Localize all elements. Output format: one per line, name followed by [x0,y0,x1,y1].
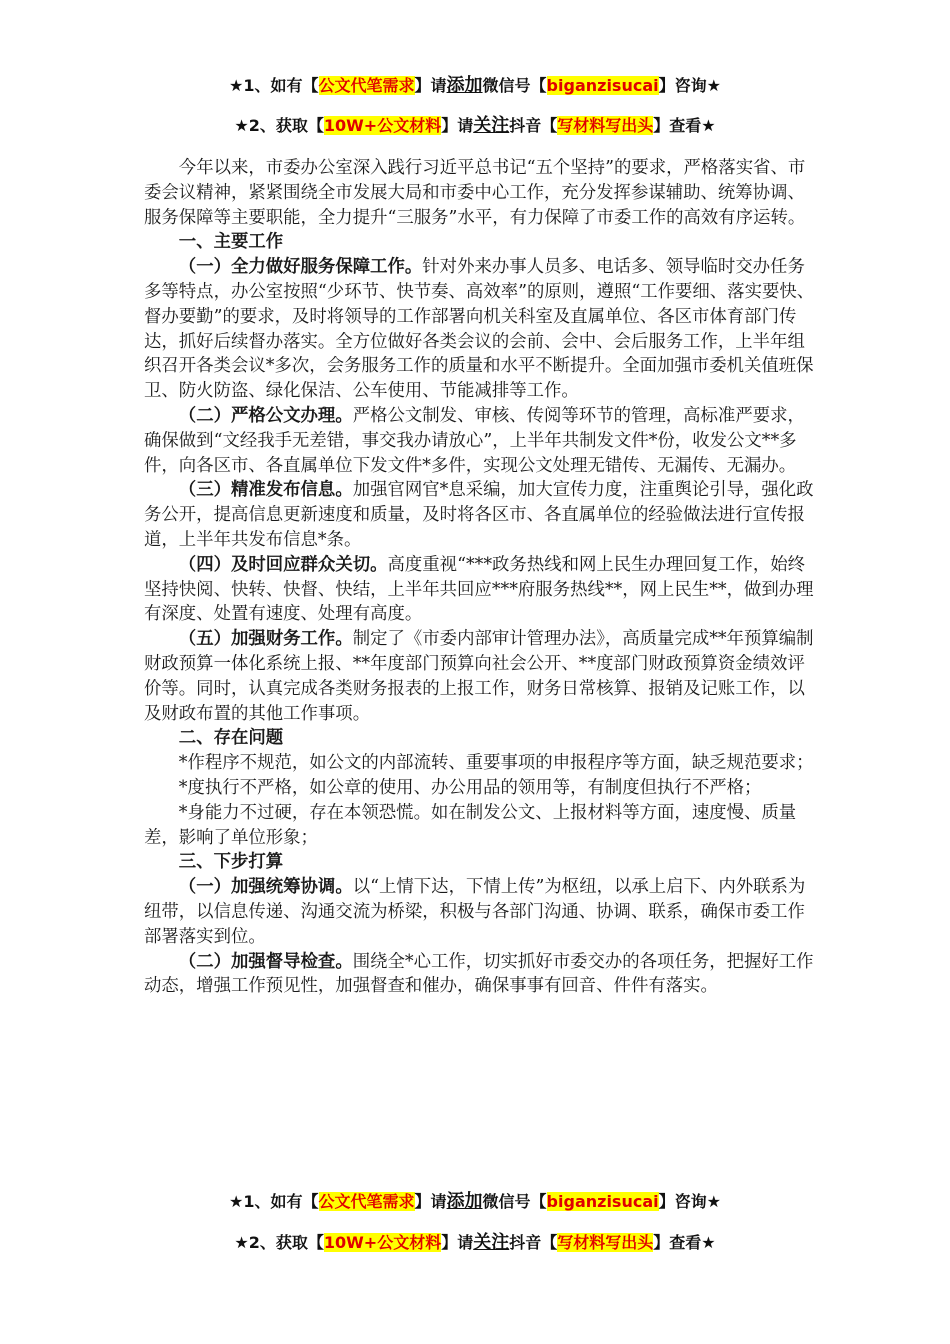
banner-text: ★2、获取【 [234,1233,324,1252]
paragraph-heading: （一）全力做好服务保障工作。 [178,257,423,278]
banner-text: 】请 [441,1233,474,1252]
banner-text: 】咨询★ [658,76,721,95]
paragraph [144,553,820,627]
section-heading: 二、存在问题 [178,728,284,749]
banner-highlight: 写材料写出头 [557,116,654,135]
paragraph-heading: （四）及时回应群众关切。 [178,554,388,575]
banner-text: 】请 [414,1192,447,1211]
banner-wechat-id: biganzisucai [546,1192,659,1211]
banner-text: 】咨询★ [658,1192,721,1211]
banner-text: 微信号【 [482,76,547,95]
document-body [144,156,820,999]
banner-text: 】查看★ [653,1233,716,1252]
banner-text: 抖音【 [509,1233,558,1252]
paragraph-heading: （五）加强财务工作。 [178,629,353,650]
intro-paragraph: 今年以来，市委办公室深入践行习近平总书记“五个坚持”的要求，严格落实省、市委会议精神，紧紧围绕全市发展大局和市委中心工作，充分发挥参谋辅助、统筹协调、服务保障等主要职能，全力提升“三服务”水平，有力保障了市委工作的高效有序运转。 [144,158,806,228]
banner-highlight: 公文代笔需求 [318,1192,415,1211]
banner-emphasis: 添加 [446,75,483,96]
banner-text: ★1、如有【 [229,1192,319,1211]
paragraph [144,404,820,478]
paragraph-text: 加强官网官*息采编，加大宣传力度，注重舆论引导，强化政务公开，提高信息更新速度和质量，及时将各区市、各直属单位的经验做法进行宣传报道，上半年共发布信息*条。 [144,480,814,550]
section-heading: 三、下步打算 [178,852,284,873]
section-heading: 一、主要工作 [178,232,284,253]
top-banner-line-2 [0,111,950,137]
problem-item: *身能力不过硬，存在本领恐慌。如在制发公文、上报材料等方面，速度慢、质量差，影响了单位形象； [144,802,797,848]
top-banner-line-1 [0,71,950,97]
paragraph-text: 针对外来办事人员多、电话多、领导临时交办任务多等特点，办公室按照“少环节、快节奏、高效率”的原则，遵照“工作要细、落实要快、督办要勤”的要求，及时将领导的工作部署向机关科室及直属单位、各区市体育部门传达，抓好后续督办落实。全方位做好各类会议的会前、会中、会后服务工作，上半年组织召开各类会议*多次，会务服务工作的质量和水平不断提升。全面加强市委机关值班保卫、防火防盗、绿化保洁、公车使用、节能减排等工作。 [144,257,815,402]
problem-item: *作程序不规范，如公文的内部流转、重要事项的申报程序等方面，缺乏规范要求； [178,753,814,774]
paragraph-heading: （二）加强督导检查。 [178,951,353,972]
banner-emphasis: 添加 [446,1191,483,1212]
banner-wechat-id: biganzisucai [546,76,659,95]
banner-text: ★1、如有【 [229,76,319,95]
banner-text: ★2、获取【 [234,116,324,135]
paragraph [144,950,820,1000]
paragraph-text: 围绕全*心工作，切实抓好市委交办的各项任务，把握好工作动态，增强工作预见性，加强督查和催办，确保事事有回音、件件有落实。 [144,951,814,997]
paragraph-text: 以“上情下达，下情上传”为枢纽，以承上启下、内外联系为纽带，以信息传递、沟通交流为桥梁，积极与各部门沟通、协调、联系，确保市委工作部署落实到位。 [144,877,806,947]
banner-text: 】查看★ [653,116,716,135]
bottom-banner-line-2 [0,1228,950,1254]
banner-emphasis: 关注 [473,115,510,136]
bottom-banner-line-1 [0,1187,950,1213]
paragraph-text: 严格公文制发、审核、传阅等环节的管理，高标准严要求，确保做到“文经我手无差错，事交我办请放心”，上半年共制发文件*份，收发公文**多件，向各区市、各直属单位下发文件*多件，实现公文处理无错传、无漏传、无漏办。 [144,405,805,476]
paragraph [144,627,820,726]
banner-text: 】请 [441,116,474,135]
paragraph [144,875,820,949]
paragraph-heading: （一）加强统筹协调。 [178,877,353,898]
banner-text: 】请 [414,76,447,95]
paragraph-heading: （三）精准发布信息。 [178,480,353,501]
paragraph [144,255,820,404]
banner-highlight: 写材料写出头 [557,1233,654,1252]
problem-item: *度执行不严格，如公章的使用、办公用品的领用等，有制度但执行不严格； [178,777,762,798]
paragraph-text: 制定了《市委内部审计管理办法》，高质量完成**年预算编制财政预算一体化系统上报、**年度部门预算向社会公开、**度部门财政预算资金绩效评价等。同时，认真完成各类财务报表的上报工作，财务日常核算、报销及记账工作，以及财政布置的其他工作事项。 [144,629,814,724]
paragraph-text: 高度重视“***政务热线和网上民生办理回复工作，始终坚持快阅、快转、快督、快结，上半年共回应***府服务热线**，网上民生**，做到办理有深度、处置有速度、处理有高度。 [144,554,814,625]
banner-highlight: 公文代笔需求 [318,76,415,95]
banner-text: 抖音【 [509,116,558,135]
paragraph-heading: （二）严格公文办理。 [178,405,353,426]
banner-highlight: 10W+公文材料 [323,1233,442,1252]
paragraph [144,478,820,552]
banner-text: 微信号【 [482,1192,547,1211]
banner-emphasis: 关注 [473,1232,510,1253]
banner-highlight: 10W+公文材料 [323,116,442,135]
